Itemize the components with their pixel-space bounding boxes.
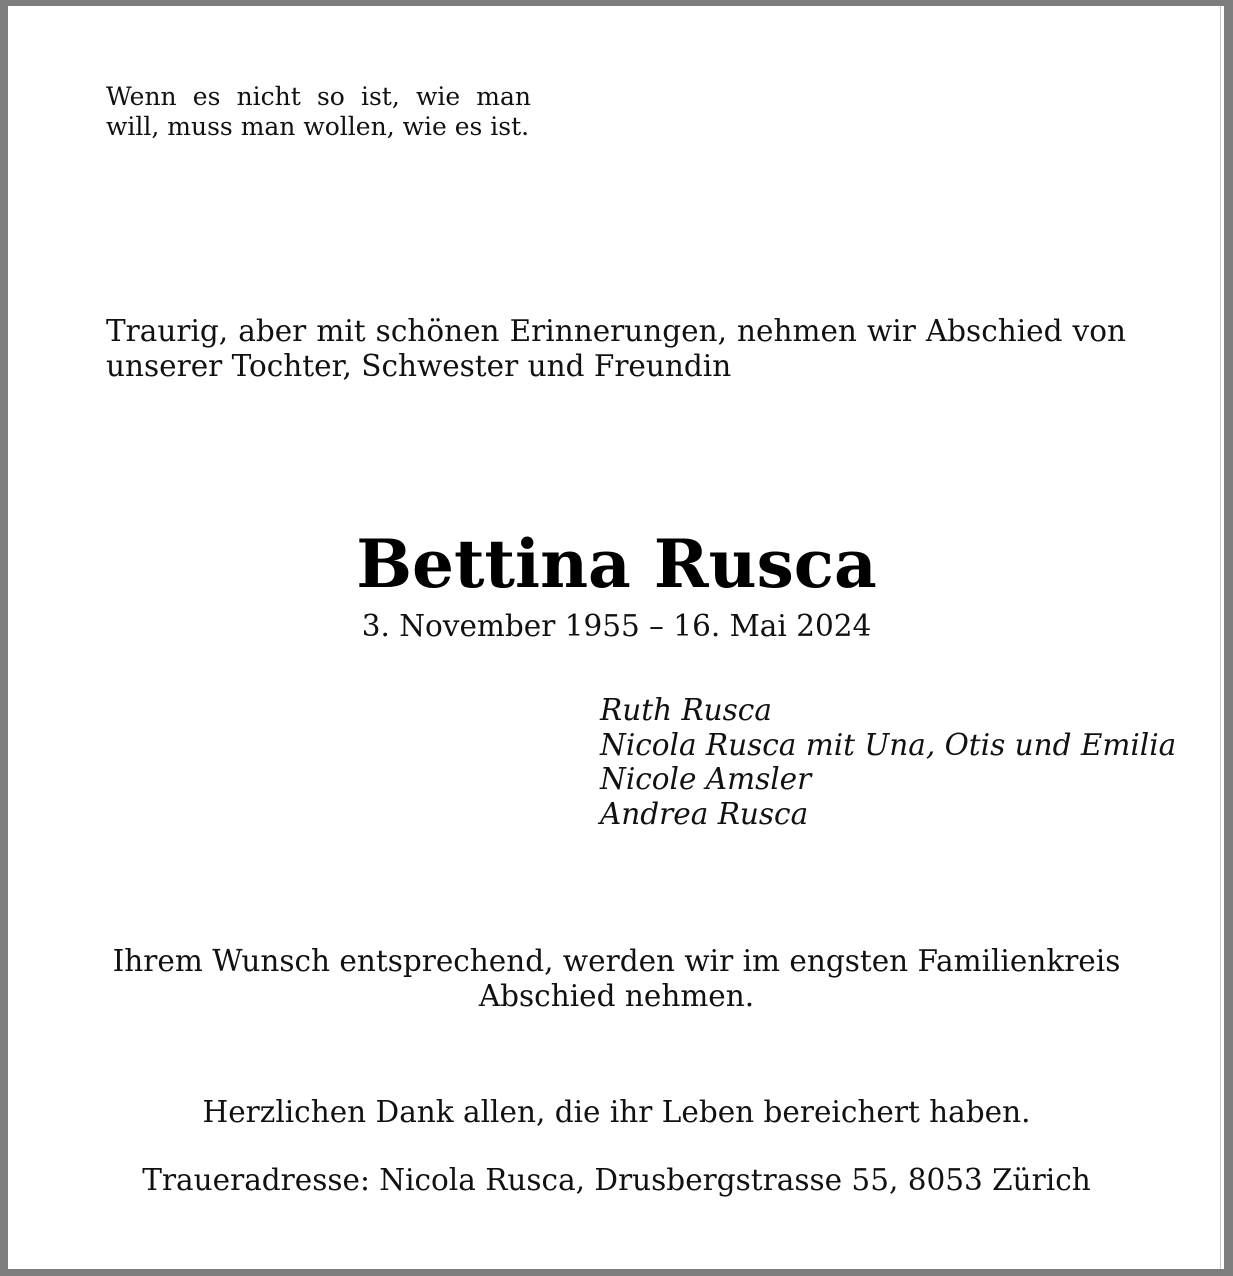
mourner-name: Andrea Rusca bbox=[600, 796, 809, 831]
thanks-text: Herzlichen Dank allen, die ihr Leben bereichert haben. bbox=[202, 1095, 1031, 1129]
deceased-name: Bettina Rusca bbox=[356, 525, 877, 603]
mourner-name: Nicole Amsler bbox=[600, 762, 812, 796]
mourning-address: Traueradresse: Nicola Rusca, Drusbergstrasse 55, 8053 Zürich bbox=[142, 1163, 1091, 1197]
life-dates: 3. November 1955 – 16. Mai 2024 bbox=[361, 609, 872, 643]
mourner-name: Nicola Rusca mit Una, Otis und Emilia bbox=[600, 727, 1177, 762]
intro-text: Traurig, aber mit schönen Erinnerungen, nehmen wir Abschied von unserer Tochter, Schwester und Freundin bbox=[106, 314, 1126, 383]
farewell-wish-text: Ihrem Wunsch entsprechend, werden wir im engsten Familienkreis Abschied nehmen. bbox=[112, 944, 1121, 1013]
mourners-list bbox=[600, 693, 1176, 831]
mourner-name: Ruth Rusca bbox=[600, 693, 772, 727]
motto-quote: Wenn es nicht so ist, wie man will, muss man wollen, wie es ist. bbox=[106, 82, 531, 141]
